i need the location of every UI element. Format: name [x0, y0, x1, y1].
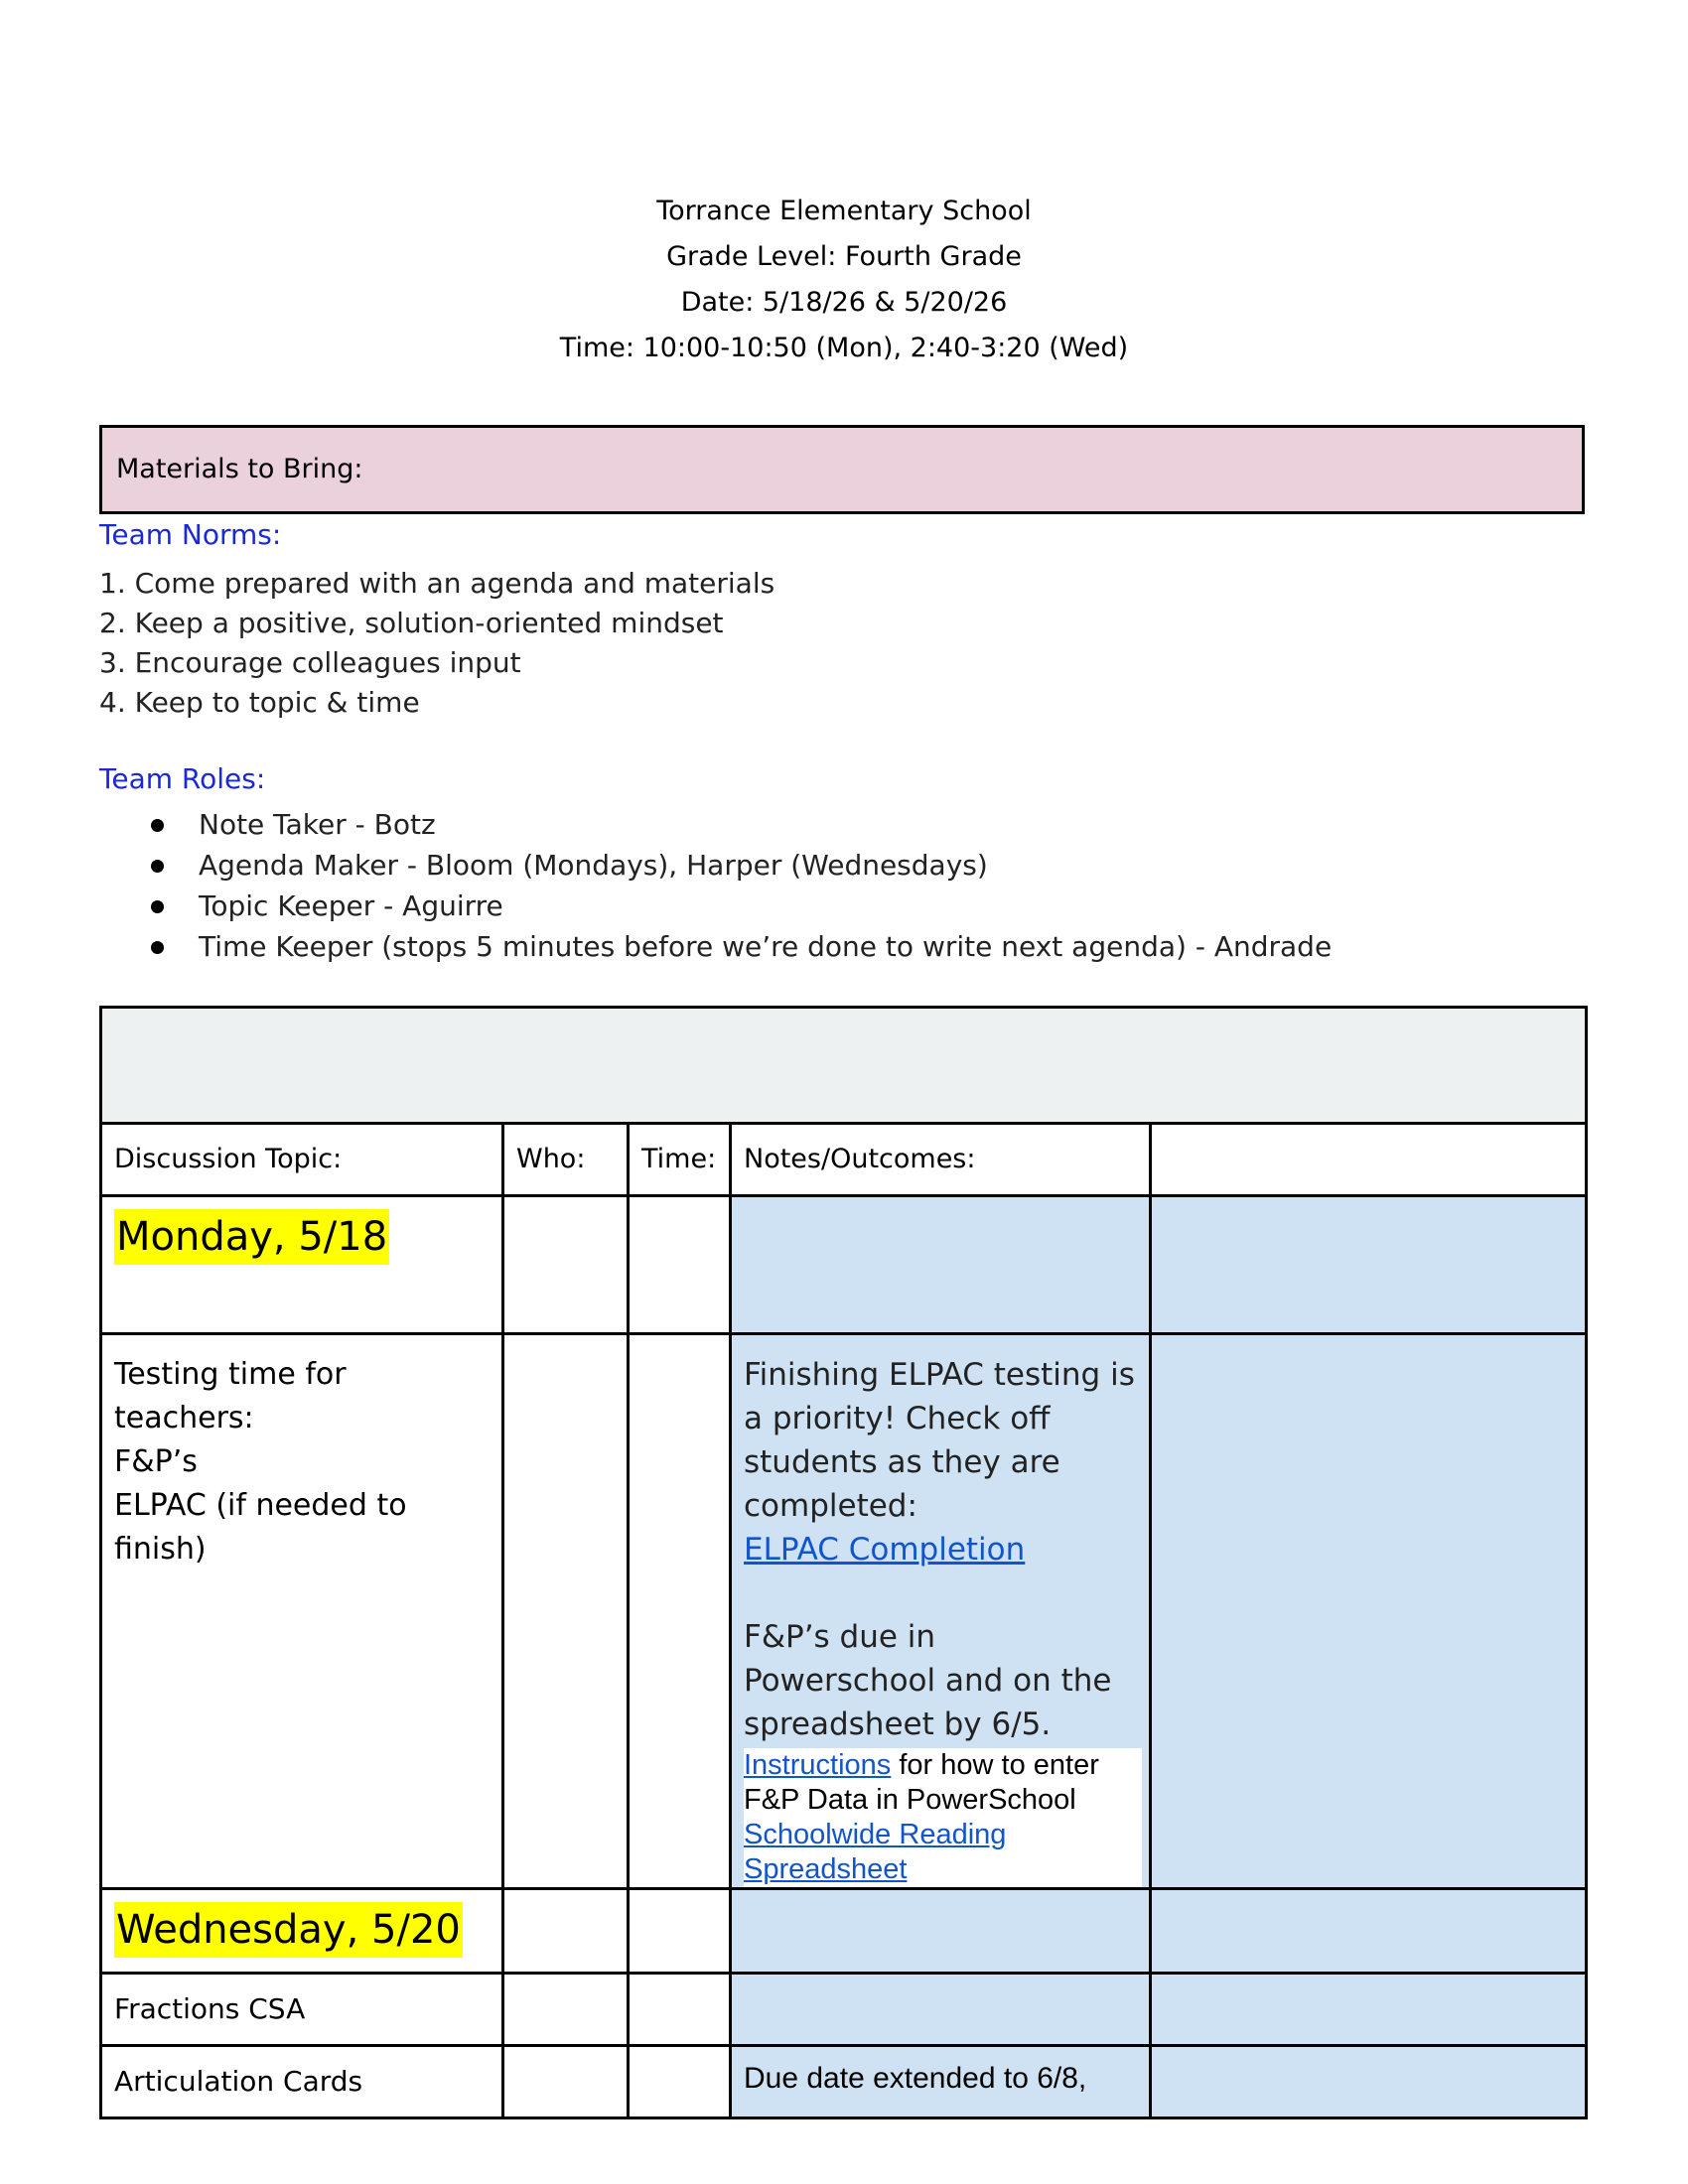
norm-item: 3. Encourage colleagues input: [99, 646, 521, 679]
document-header: [0, 189, 1688, 371]
header-time: Time:: [629, 1124, 731, 1196]
who-cell: [503, 1334, 629, 1889]
extra-cell: [1151, 1196, 1587, 1334]
who-cell: [503, 1889, 629, 1974]
notes-cell: [731, 1889, 1151, 1974]
header-topic: Discussion Topic:: [101, 1124, 503, 1196]
norm-item: 2. Keep a positive, solution-oriented mindset: [99, 607, 724, 639]
table-header-row: [101, 1124, 1587, 1196]
topic-line: Testing time for teachers:: [114, 1357, 347, 1435]
table-title-band: [101, 1008, 1587, 1124]
norm-item: 1. Come prepared with an agenda and materials: [99, 567, 775, 600]
topic-line: ELPAC (if needed to finish): [114, 1488, 407, 1567]
header-notes: Notes/Outcomes:: [731, 1124, 1151, 1196]
time-cell: [629, 2046, 731, 2118]
time-cell: [629, 1889, 731, 1974]
time-cell: [629, 1974, 731, 2046]
embedded-links-block: [744, 1748, 1142, 1887]
notes-text: Finishing ELPAC testing is a priority! Check off students as they are completed:: [744, 1357, 1135, 1524]
table-row: [101, 1974, 1587, 2046]
bullet-icon: [151, 900, 164, 913]
norm-item: 4. Keep to topic & time: [99, 686, 420, 719]
table-row: [101, 2046, 1587, 2118]
who-cell: [503, 1196, 629, 1334]
topic-cell: [101, 1334, 503, 1889]
extra-cell: [1151, 1334, 1587, 1889]
extra-cell: [1151, 2046, 1587, 2118]
bullet-icon: [151, 819, 164, 832]
instructions-link[interactable]: Instructions: [744, 1749, 892, 1781]
topic-cell: Fractions CSA: [101, 1974, 503, 2046]
title-band-cell: [101, 1008, 1587, 1124]
team-norms-list: [99, 564, 774, 723]
school-name: Torrance Elementary School: [656, 196, 1032, 226]
role-item: Topic Keeper - Aguirre: [147, 886, 1332, 926]
topic-cell: [101, 1889, 503, 1974]
notes-cell: Due date extended to 6/8,: [731, 2046, 1151, 2118]
materials-label: Materials to Bring:: [116, 454, 363, 484]
role-item: Time Keeper (stops 5 minutes before we’re done to write next agenda) - Andrade: [147, 926, 1332, 967]
extra-cell: [1151, 1974, 1587, 2046]
bullet-icon: [151, 860, 164, 873]
team-roles-title: Team Roles:: [99, 762, 266, 795]
agenda-table: [99, 1006, 1588, 2119]
team-norms-title: Team Norms:: [99, 518, 282, 551]
notes-cell: [731, 1196, 1151, 1334]
header-who: Who:: [503, 1124, 629, 1196]
notes-text: F&P’s due in Powerschool and on the spreadsheet by 6/5.: [744, 1619, 1112, 1742]
extra-cell: [1151, 1889, 1587, 1974]
meeting-time: Time: 10:00-10:50 (Mon), 2:40-3:20 (Wed): [559, 333, 1129, 363]
schoolwide-reading-spreadsheet-link[interactable]: Schoolwide Reading Spreadsheet: [744, 1819, 1007, 1885]
elpac-completion-link[interactable]: ELPAC Completion: [744, 1532, 1026, 1568]
notes-cell: [731, 1974, 1151, 2046]
role-item: Agenda Maker - Bloom (Mondays), Harper (Wednesdays): [147, 845, 1332, 886]
table-row: [101, 1196, 1587, 1334]
who-cell: [503, 2046, 629, 2118]
topic-line: F&P’s: [114, 1444, 198, 1479]
role-item: Note Taker - Botz: [147, 804, 1332, 845]
meeting-date: Date: 5/18/26 & 5/20/26: [680, 287, 1008, 318]
table-row: [101, 1334, 1587, 1889]
materials-box: [99, 425, 1585, 514]
topic-cell: [101, 1196, 503, 1334]
header-extra: [1151, 1124, 1587, 1196]
notes-cell: [731, 1334, 1151, 1889]
grade-level: Grade Level: Fourth Grade: [666, 241, 1022, 272]
time-cell: [629, 1196, 731, 1334]
bullet-icon: [151, 941, 164, 954]
team-roles-list: [147, 804, 1332, 967]
table-row: [101, 1889, 1587, 1974]
day-heading-wednesday: Wednesday, 5/20: [114, 1902, 463, 1958]
embed-text: for how to enter F&P Data in PowerSchool: [744, 1749, 1099, 1816]
day-heading-monday: Monday, 5/18: [114, 1209, 389, 1265]
time-cell: [629, 1334, 731, 1889]
topic-cell: Articulation Cards: [101, 2046, 503, 2118]
who-cell: [503, 1974, 629, 2046]
